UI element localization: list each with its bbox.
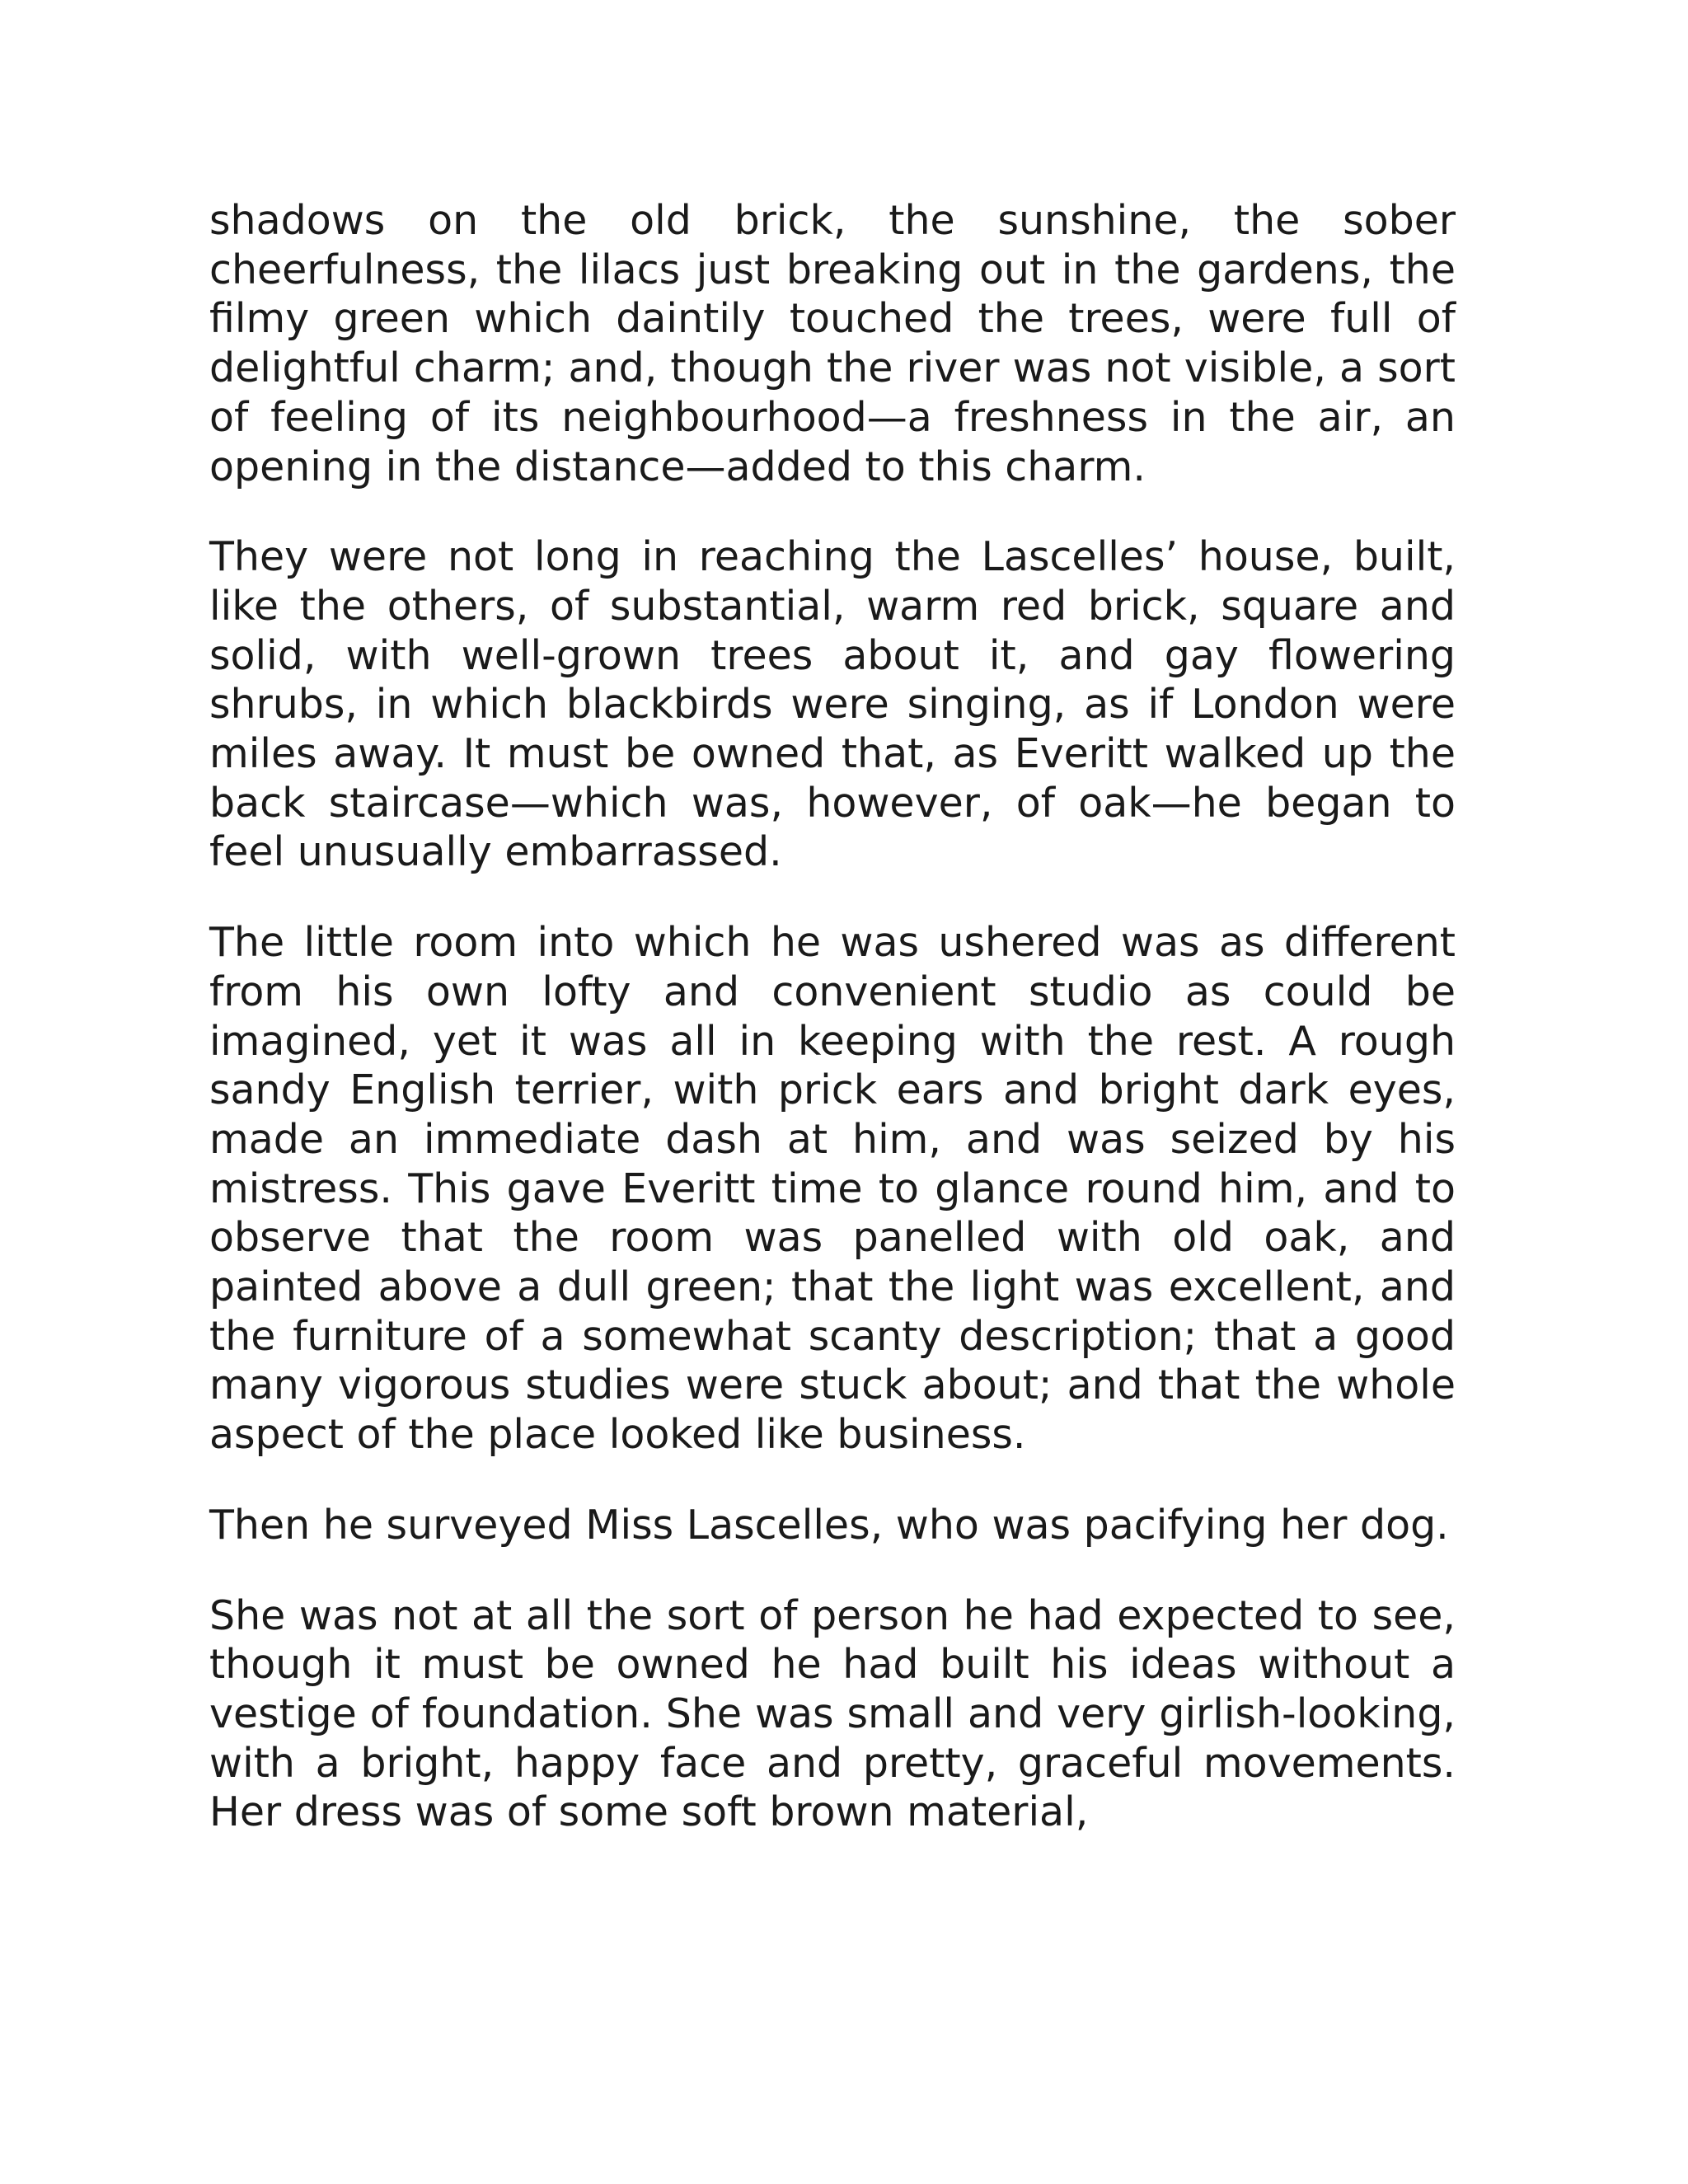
paragraph: Then he surveyed Miss Lascelles, who was pacifying her dog. (209, 1501, 1449, 1549)
paragraph: She was not at all the sort of person he had expected to see, though it must be owned he had built his ideas without a vestige of foundation. She was small and very girlish-looking, with a bright, happy face and pretty, graceful movements. Her dress was of some soft brown material, (209, 1591, 1456, 1836)
document-page (209, 196, 1456, 1878)
paragraph: They were not long in reaching the Lascelles’ house, built, like the others, of substantial, warm red brick, square and solid, with well-grown trees about it, and gay flowering shrubs, in which blackbirds were singing, as if London were miles away. It must be owned that, as Everitt walked up the back staircase—which was, however, of oak—he began to feel unusually embarrassed. (209, 533, 1456, 876)
paragraph: The little room into which he was ushered was as different from his own lofty and convenient studio as could be imagined, yet it was all in keeping with the rest. A rough sandy English terrier, with prick ears and bright dark eyes, made an immediate dash at him, and was seized by his mistress. This gave Everitt time to glance round him, and to observe that the room was panelled with old oak, and painted above a dull green; that the light was excellent, and the furniture of a somewhat scanty description; that a good many vigorous studies were stuck about; and that the whole aspect of the place looked like business. (209, 919, 1456, 1459)
paragraph: shadows on the old brick, the sunshine, the sober cheerfulness, the lilacs just breaking out in the gardens, the filmy green which daintily touched the trees, were full of delightful charm; and, though the river was not visible, a sort of feeling of its neighbourhood—a freshness in the air, an opening in the distance—added to this charm. (209, 197, 1456, 490)
